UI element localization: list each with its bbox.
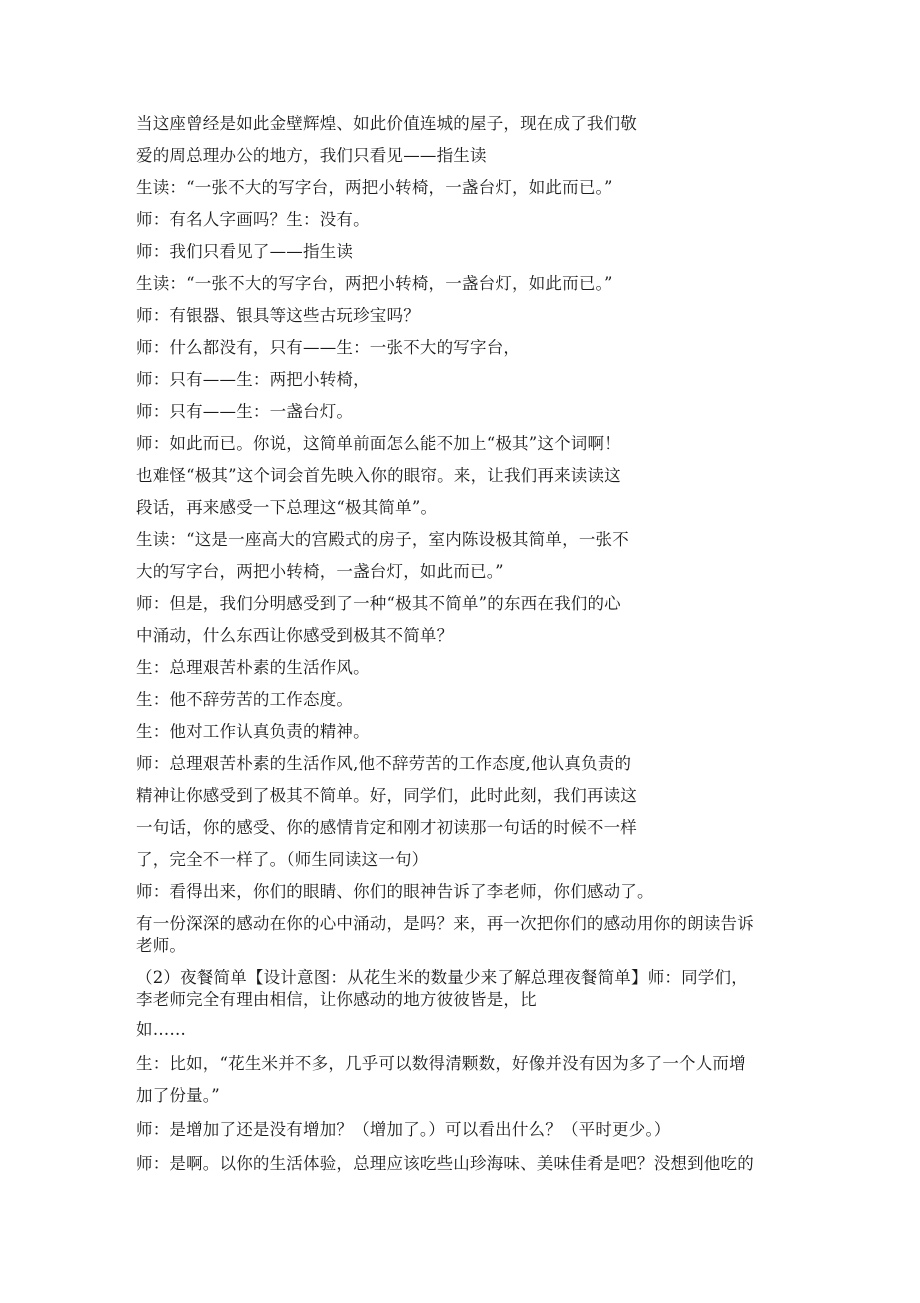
text-line: （2）夜餐简单【设计意图：从花生米的数量少来了解总理夜餐简单】师：同学们， <box>136 968 748 987</box>
text-line: 中涌动，什么东西让你感受到极其不简单？ <box>136 626 454 645</box>
text-line: 师：只有——生：两把小转椅， <box>136 370 370 389</box>
text-line: 师：有银器、银具等这些古玩珍宝吗？ <box>136 306 420 325</box>
text-line: 师：只有——生：一盏台灯。 <box>136 402 354 421</box>
text-line: 师：是啊。以你的生活体验，总理应该吃些山珍海味、美味佳肴是吧？没想到他吃的 <box>136 1154 754 1173</box>
text-line: 当这座曾经是如此金壁辉煌、如此价值连城的屋子，现在成了我们敬 <box>136 114 637 133</box>
text-line: 师：什么都没有，只有——生：一张不大的写字台， <box>136 338 521 357</box>
text-line: 生读：“一张不大的写字台，两把小转椅，一盏台灯，如此而已。” <box>136 274 613 293</box>
text-line: 生读：“一张不大的写字台，两把小转椅，一盏台灯，如此而已。” <box>136 178 613 197</box>
text-line: 生：他对工作认真负责的精神。 <box>136 722 370 741</box>
text-line: 老师。 <box>136 936 187 955</box>
text-line: 师：是增加了还是没有增加？（增加了。）可以看出什么？（平时更少。） <box>136 1120 671 1139</box>
text-line: 师：总理艰苦朴素的生活作风,他不辞劳苦的工作态度,他认真负责的 <box>136 754 632 773</box>
text-line: 爱的周总理办公的地方，我们只看见——指生读 <box>136 146 487 165</box>
text-line: 了，完全不一样了。（师生同读这一句） <box>136 850 429 869</box>
text-line: 师：看得出来，你们的眼睛、你们的眼神告诉了李老师，你们感动了。 <box>136 882 654 901</box>
text-line: 如…… <box>136 1020 187 1039</box>
text-line: 段话，再来感受一下总理这“极其简单”。 <box>136 498 438 517</box>
text-line: 生：比如，“花生米并不多，几乎可以数得清颗数，好像并没有因为多了一个人而增 <box>136 1054 746 1073</box>
text-line: 李老师完全有理由相信，让你感动的地方彼彼皆是，比 <box>136 990 537 1009</box>
text-line: 生：总理艰苦朴素的生活作风。 <box>136 658 370 677</box>
text-line: 也难怪“极其”这个词会首先映入你的眼帘。来，让我们再来读读这 <box>136 466 621 485</box>
text-line: 大的写字台，两把小转椅，一盏台灯，如此而已。” <box>136 562 504 581</box>
text-line: 生：他不辞劳苦的工作态度。 <box>136 690 354 709</box>
text-line: 精神让你感受到了极其不简单。好，同学们，此时此刻，我们再读这 <box>136 786 637 805</box>
text-line: 加了份量。” <box>136 1086 220 1105</box>
text-line: 有一份深深的感动在你的心中涌动，是吗？来，再一次把你们的感动用你的朗读告诉 <box>136 914 754 933</box>
text-line: 师：但是，我们分明感受到了一种“极其不简单”的东西在我们的心 <box>136 594 621 613</box>
text-line: 师：我们只看见了——指生读 <box>136 242 354 261</box>
text-line: 一句话，你的感受、你的感情肯定和刚才初读那一句话的时候不一样 <box>136 818 637 837</box>
text-line: 生读：“这是一座高大的宫殿式的房子，室内陈设极其简单，一张不 <box>136 530 629 549</box>
text-line: 师：如此而已。你说，这简单前面怎么能不加上“极其”这个词啊！ <box>136 434 621 453</box>
text-line: 师：有名人字画吗？生：没有。 <box>136 210 370 229</box>
